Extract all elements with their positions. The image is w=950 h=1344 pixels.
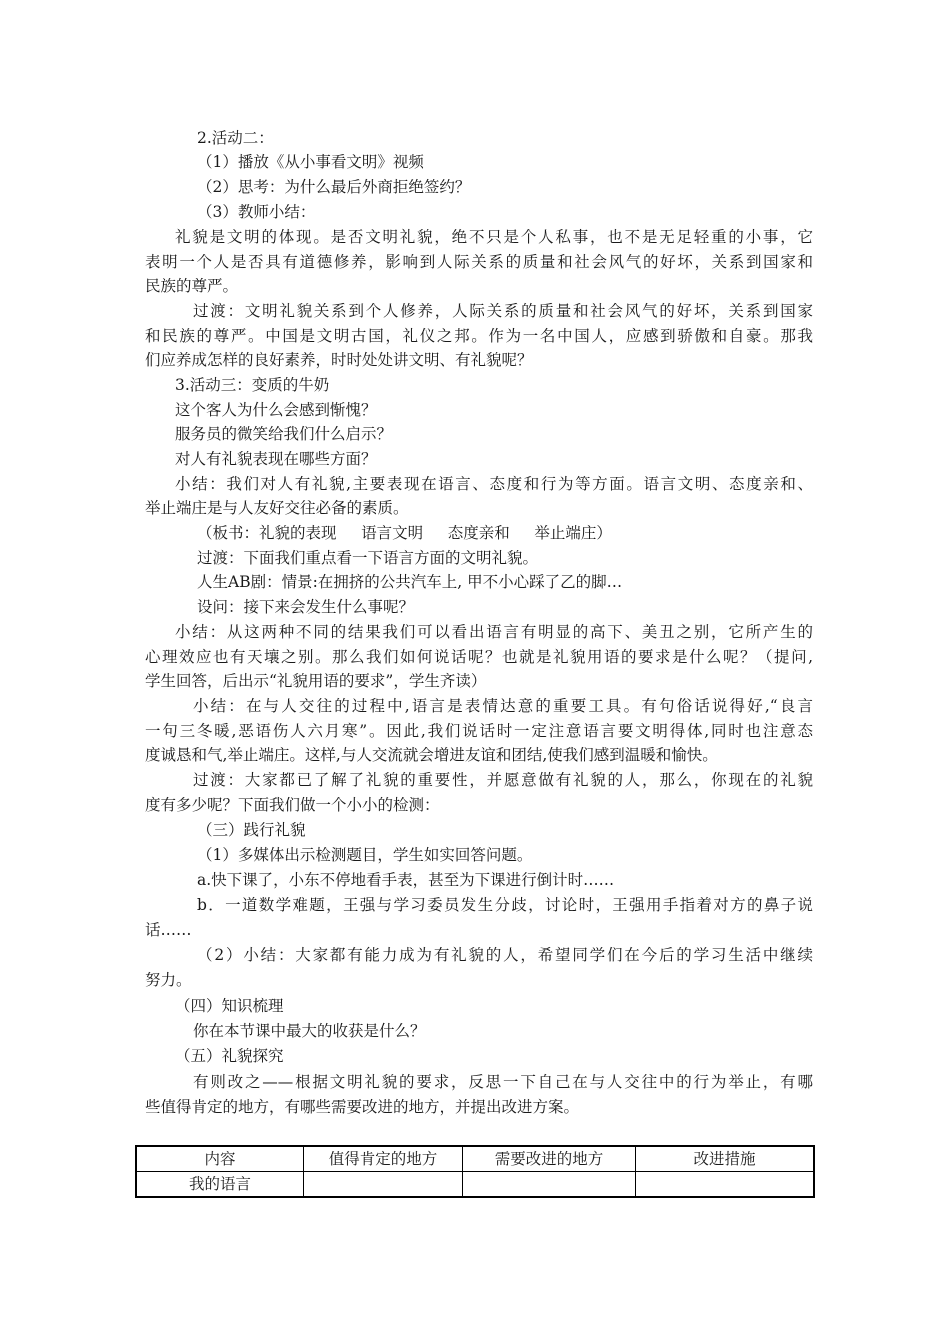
- section-four-heading: （四）知识梳理: [175, 997, 284, 1015]
- paragraph-line: 小结：我们对人有礼貌,主要表现在语言、态度和行为等方面。语言文明、态度亲和、: [175, 475, 813, 493]
- paragraph-line: 度有多少呢？下面我们做一个小小的检测：: [145, 796, 440, 814]
- paragraph-line: 礼貌是文明的体现。是否文明礼貌，绝不只是个人私事，也不是无足轻重的小事，它: [175, 228, 813, 246]
- paragraph-line: 些值得肯定的地方，有哪些需要改进的地方，并提出改进方案。: [145, 1098, 580, 1116]
- paragraph-line: 设问：接下来会发生什么事呢？: [197, 598, 415, 616]
- paragraph-line: （1）播放《从小事看文明》视频: [197, 153, 424, 171]
- table-header-row: [136, 1146, 814, 1172]
- paragraph-line: 举止端庄是与人友好交往必备的素质。: [145, 499, 409, 517]
- table-row: [136, 1172, 814, 1198]
- paragraph-line: 小结：从这两种不同的结果我们可以看出语言有明显的高下、美丑之别，它所产生的: [175, 623, 813, 641]
- paragraph-line: 过渡：文明礼貌关系到个人修养，人际关系的质量和社会风气的好坏，关系到国家: [193, 302, 813, 320]
- table-header-cell: 需要改进的地方: [463, 1146, 636, 1172]
- paragraph-line: （1）多媒体出示检测题目，学生如实回答问题。: [197, 846, 533, 864]
- paragraph-line: 表明一个人是否具有道德修养，影响到人际关系的质量和社会风气的好坏，关系到国家和: [145, 253, 813, 271]
- table-cell: 我的语言: [136, 1172, 304, 1198]
- paragraph-line: 心理效应也有天壤之别。那么我们如何说话呢？也就是礼貌用语的要求是什么呢？（提问,: [145, 648, 813, 666]
- blackboard-note: （板书：礼貌的表现 语言文明 态度亲和 举止端庄）: [197, 524, 612, 542]
- paragraph-line: （3）教师小结：: [197, 203, 316, 221]
- table-cell: [463, 1172, 636, 1198]
- section-five-heading: （五）礼貌探究: [175, 1047, 284, 1065]
- self-reflection-table: [135, 1145, 815, 1198]
- paragraph-line: 有则改之——根据文明礼貌的要求，反思一下自己在与人交往中的行为举止，有哪: [193, 1073, 813, 1091]
- table-header-cell: 值得肯定的地方: [304, 1146, 463, 1172]
- paragraph-line: （2）小结：大家都有能力成为有礼貌的人，希望同学们在今后的学习生活中继续: [197, 946, 813, 964]
- table-cell: [636, 1172, 815, 1198]
- activity-three-heading: 3.活动三：变质的牛奶: [175, 376, 330, 394]
- table-header-cell: 改进措施: [636, 1146, 815, 1172]
- paragraph-line: 和民族的尊严。中国是文明古国，礼仪之邦。作为一名中国人，应感到骄傲和自豪。那我: [145, 327, 813, 345]
- paragraph-line: 民族的尊严。: [145, 277, 239, 295]
- paragraph-line: 过渡：大家都已了解了礼貌的重要性，并愿意做有礼貌的人，那么，你现在的礼貌: [193, 771, 813, 789]
- paragraph-line: 人生AB剧：情景:在拥挤的公共汽车上, 甲不小心踩了乙的脚…: [197, 573, 623, 591]
- paragraph-line: b．一道数学难题，王强与学习委员发生分歧，讨论时，王强用手指着对方的鼻子说: [197, 896, 813, 914]
- activity-two-heading: 2.活动二：: [197, 129, 274, 147]
- paragraph-line: （2）思考：为什么最后外商拒绝签约？: [197, 178, 471, 196]
- paragraph-line: 小结：在与人交往的过程中,语言是表情达意的重要工具。有句俗话说得好,“良言: [193, 697, 813, 715]
- paragraph-line: 一句三冬暖,恶语伤人六月寒”。因此,我们说话时一定注意语言要文明得体,同时也注意态: [145, 722, 813, 740]
- paragraph-line: 你在本节课中最大的收获是什么？: [193, 1022, 426, 1040]
- table-header-cell: 内容: [136, 1146, 304, 1172]
- table-cell: [304, 1172, 463, 1198]
- paragraph-line: a.快下课了，小东不停地看手表，甚至为下课进行倒计时……: [197, 871, 615, 889]
- section-three-heading: （三）践行礼貌: [197, 821, 306, 839]
- paragraph-line: 努力。: [145, 971, 192, 989]
- paragraph-line: 学生回答，后出示“礼貌用语的要求”，学生齐读）: [145, 672, 487, 690]
- paragraph-line: 对人有礼貌表现在哪些方面？: [175, 450, 377, 468]
- paragraph-line: 度诚恳和气,举止端庄。这样,与人交流就会增进友谊和团结,使我们感到温暖和愉快。: [145, 746, 718, 764]
- paragraph-line: 这个客人为什么会感到惭愧？: [175, 401, 377, 419]
- paragraph-line: 话……: [145, 921, 192, 939]
- paragraph-line: 过渡：下面我们重点看一下语言方面的文明礼貌。: [197, 549, 539, 567]
- paragraph-line: 们应养成怎样的良好素养，时时处处讲文明、有礼貌呢？: [145, 351, 533, 369]
- paragraph-line: 服务员的微笑给我们什么启示？: [175, 425, 393, 443]
